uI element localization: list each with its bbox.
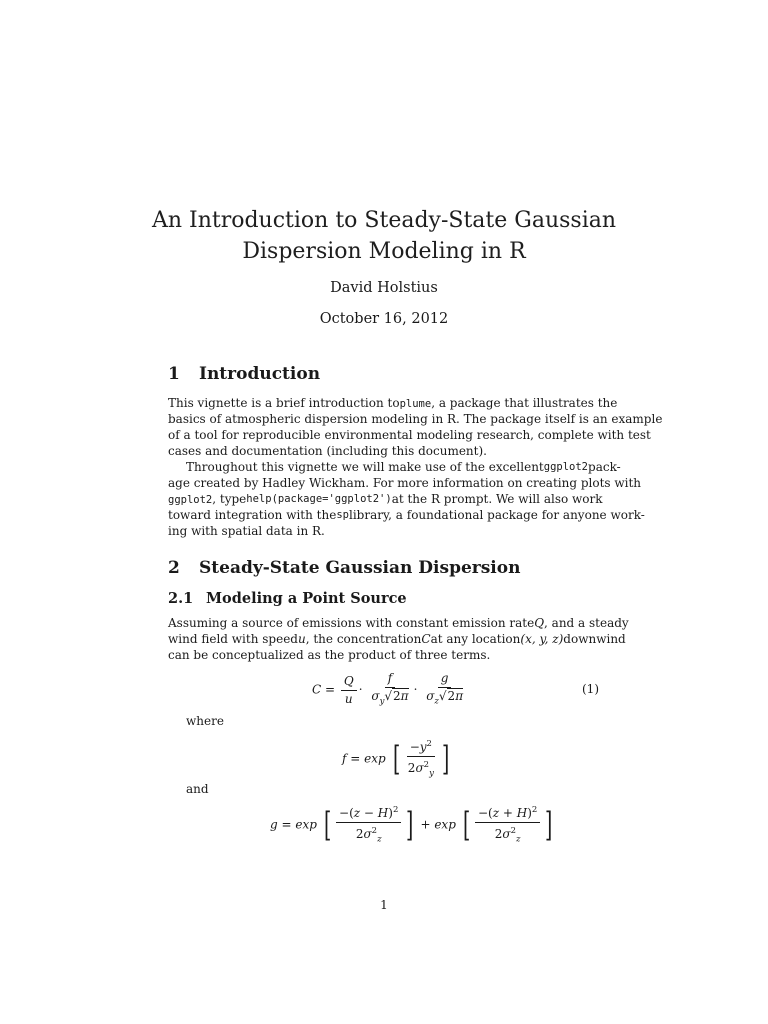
text-line [168, 459, 621, 475]
text-span: Assuming a source of emissions with constant emission rate [168, 616, 535, 630]
code-plume: plume [399, 398, 432, 410]
code-help: help(package='ggplot2') [246, 493, 392, 505]
text-span: pack- [588, 460, 621, 474]
code-ggplot2: ggplot2 [168, 494, 213, 506]
section-title: Introduction [199, 364, 321, 384]
date: October 16, 2012 [319, 311, 449, 327]
author: David Holstius [330, 280, 438, 296]
subsection-title: Modeling a Point Source [206, 590, 407, 607]
title-line-1: An Introduction to Steady-State Gaussian [151, 208, 617, 233]
text-span: Throughout this vignette we will make use of the excellent [186, 460, 544, 474]
text-span [534, 615, 629, 631]
text-span [168, 491, 246, 507]
equation-f: f = exp [ $\frac{-y^2}{2\sigma^2_y}$ ] [342, 739, 450, 780]
subsection-heading-point-source [168, 590, 407, 607]
intro-paragraph-2 [168, 459, 645, 539]
equation-number: (1) [582, 682, 599, 696]
text-span: library, a foundational package for anyone work- [348, 508, 645, 522]
text-line [168, 491, 603, 507]
subsection-number: 2.1 [168, 590, 194, 607]
var-Q: Q [534, 616, 545, 630]
equation-g: g = exp [ $\frac{-(z - H)^2}{2\sigma^2_z}$ ] + exp [ $\frac{-(z + H)^2}{2\sigma^2_z}$ ] [270, 805, 553, 846]
text-span: at any location [430, 632, 521, 646]
text-line [168, 631, 626, 647]
text-span: downwind [563, 632, 626, 646]
intro-paragraph-1 [168, 395, 663, 459]
section-heading-steady-state [168, 558, 520, 578]
var-u: u [297, 632, 306, 646]
text-span: , the concentration [305, 632, 422, 646]
text-span [400, 395, 618, 411]
text-line: cases and documentation (including this document). [168, 444, 487, 458]
var-xyz: (x, y, z) [520, 632, 564, 646]
text-line [168, 507, 645, 523]
code-ggplot2: ggplot2 [543, 461, 589, 473]
section-title: Steady-State Gaussian Dispersion [199, 558, 521, 578]
point-source-paragraph [168, 615, 629, 663]
title-line-2: Dispersion Modeling in R [242, 239, 526, 264]
text-span: , and a steady [544, 616, 629, 630]
document-title [0, 205, 768, 267]
text-span: toward integration with the [168, 508, 337, 522]
code-sp: sp [336, 509, 349, 521]
text-span: This vignette is a brief introduction to [168, 396, 400, 410]
text-span: , type [212, 492, 247, 506]
text-line: age created by Hadley Wickham. For more information on creating plots with [168, 476, 642, 490]
text-line: of a tool for reproducible environmental modeling research, complete with test [168, 428, 651, 442]
equation-1: C = $\frac{Q}{u}$ · $\frac{f}{\sigma_y√2\pi}$ · $\frac{g}{\sigma_z√2\pi}$ [312, 671, 464, 707]
text-span: , a package that illustrates the [431, 396, 618, 410]
text-line [168, 615, 629, 631]
text-span: at the R prompt. We will also work [391, 492, 603, 506]
text-line [168, 395, 618, 411]
text-span [298, 631, 421, 647]
section-number: 2 [168, 558, 180, 578]
section-number: 1 [168, 364, 180, 384]
text-line: ing with spatial data in R. [168, 524, 325, 538]
var-C: C [421, 632, 431, 646]
text-span: wind field with speed [168, 632, 298, 646]
where-word: where [186, 714, 224, 728]
text-line: can be conceptualized as the product of three terms. [168, 648, 491, 662]
page-number: 1 [380, 898, 388, 912]
section-heading-introduction [168, 364, 320, 384]
text-line: basics of atmospheric dispersion modeling in R. The package itself is an example [168, 412, 663, 426]
and-word: and [186, 782, 209, 796]
